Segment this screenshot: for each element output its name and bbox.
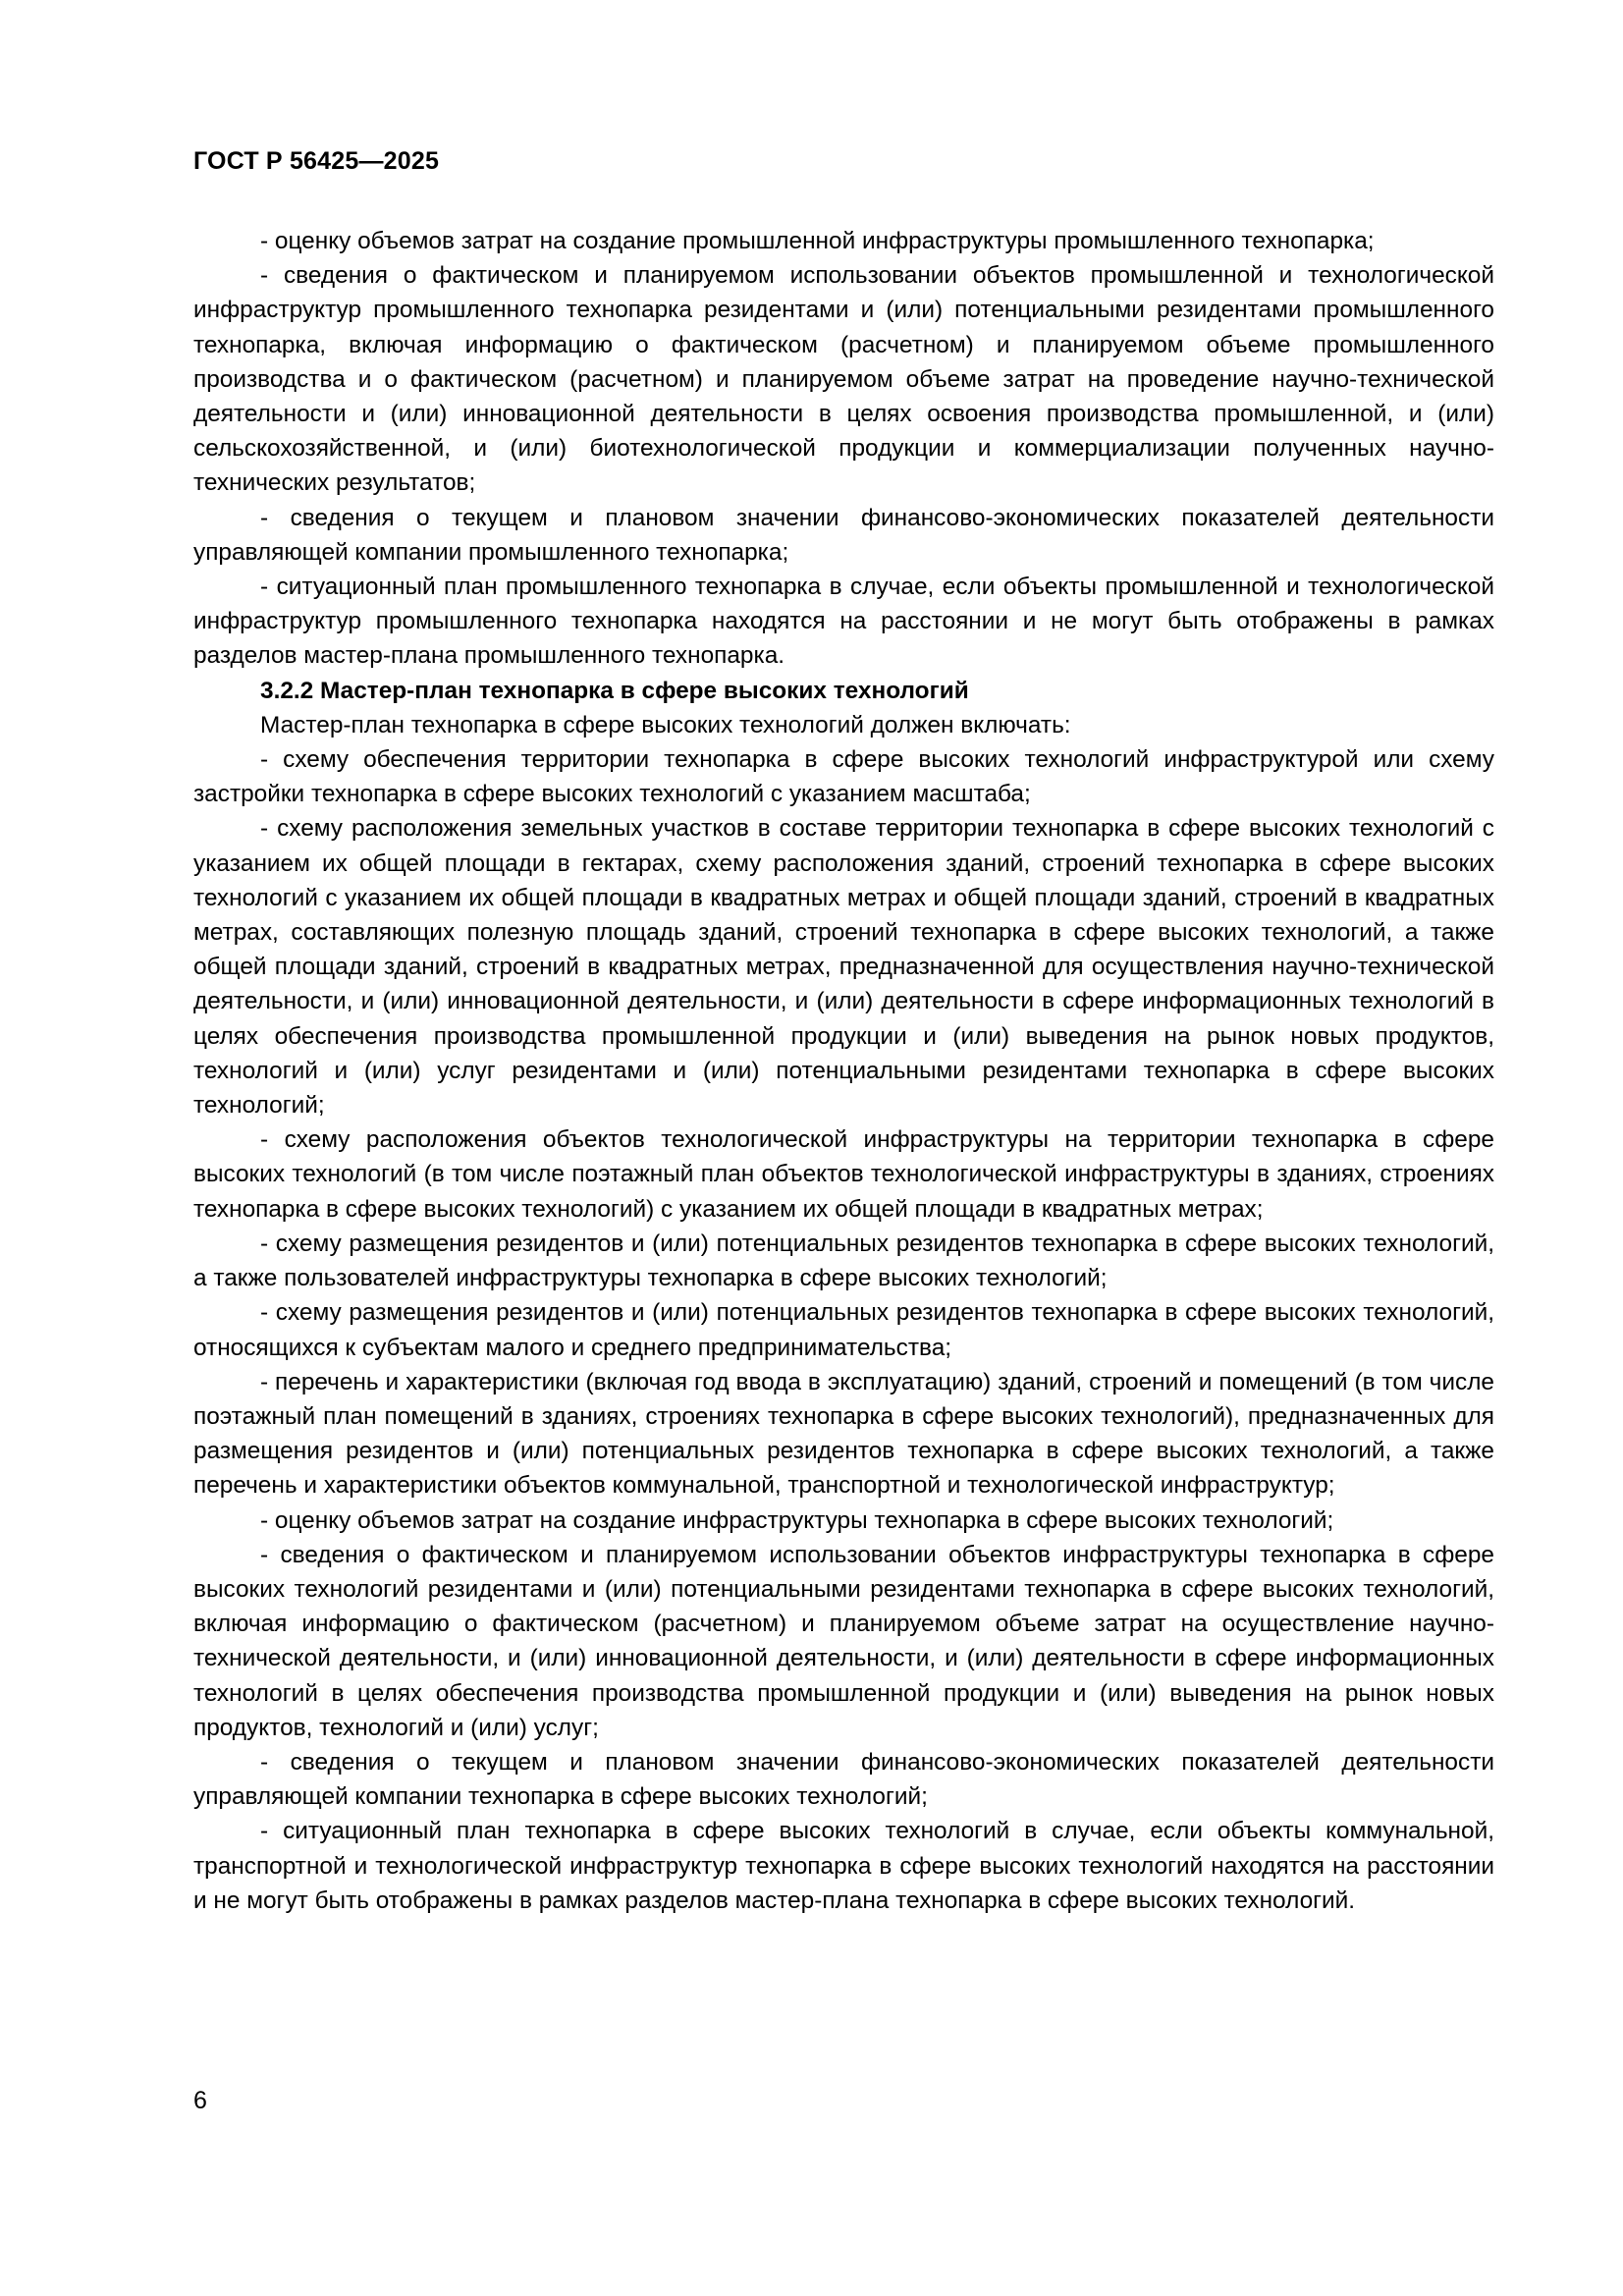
paragraph: - ситуационный план технопарка в сфере высоких технологий в случае, если объекты коммунальной, транспортной и технологической инфраструктур технопарка в сфере высоких технологий находятся на расстоянии и не могут быть отображены в рамках разделов мастер-плана технопарка в сфере высоких технологий. bbox=[193, 1818, 1494, 1914]
page-number: 6 bbox=[193, 2087, 207, 2114]
paragraph: - сведения о текущем и плановом значении финансово-экономических показателей деятельности управляющей компании промышленного технопарка; bbox=[193, 504, 1494, 566]
paragraph: - схему расположения земельных участков в составе территории технопарка в сфере высоких технологий с указанием их общей площади в гектарах, схему расположения зданий, строений технопарка в сфере высоких технологий с указанием их общей площади в квадратных метрах и общей площади зданий, строений в квадратных метрах, составляющих полезную площадь зданий, строений технопарка в сфере высоких технологий, а также общей площади зданий, строений в квадратных метрах, предназначенной для осуществления научно-технической деятельности, и (или) инновационной деятельности, и (или) деятельности в сфере информационных технологий в целях обеспечения производства промышленной продукции и (или) выведения на рынок новых продуктов, технологий и (или) услуг резидентами и (или) потенциальными резидентами технопарка в сфере высоких технологий; bbox=[193, 815, 1494, 1120]
paragraph: - оценку объемов затрат на создание промышленной инфраструктуры промышленного технопарка; bbox=[260, 228, 1375, 254]
paragraph: - сведения о текущем и плановом значении финансово-экономических показателей деятельности управляющей компании технопарка в сфере высоких технологий; bbox=[193, 1748, 1494, 1811]
paragraph: - схему обеспечения территории технопарка в сфере высоких технологий инфраструктурой или схему застройки технопарка в сфере высоких технологий с указанием масштаба; bbox=[193, 746, 1494, 808]
paragraph: - сведения о фактическом и планируемом использовании объектов инфраструктуры технопарка в сфере высоких технологий резидентами и (или) потенциальными резидентами технопарка в сфере высоких технологий, включая информацию о фактическом (расчетном) и планируемом объеме затрат на осуществление научно-технической деятельности, и (или) инновационной деятельности, и (или) деятельности в сфере информационных технологий в целях обеспечения производства промышленной продукции и (или) выведения на рынок новых продуктов, технологий и (или) услуг; bbox=[193, 1541, 1494, 1741]
paragraph: - ситуационный план промышленного технопарка в случае, если объекты промышленной и технологической инфраструктур промышленного технопарка находятся на расстоянии и не могут быть отображены в рамках разделов мастер-плана промышленного технопарка. bbox=[193, 574, 1494, 670]
section-heading: 3.2.2 Мастер-план технопарка в сфере высоких технологий bbox=[260, 677, 969, 704]
document-header-title: ГОСТ Р 56425—2025 bbox=[193, 147, 440, 175]
paragraph: - схему размещения резидентов и (или) потенциальных резидентов технопарка в сфере высоких технологий, относящихся к субъектам малого и среднего предпринимательства; bbox=[193, 1299, 1494, 1361]
paragraph: - оценку объемов затрат на создание инфраструктуры технопарка в сфере высоких технологий; bbox=[260, 1506, 1334, 1534]
paragraph: Мастер-план технопарка в сфере высоких технологий должен включать: bbox=[260, 711, 1071, 738]
document-body bbox=[193, 224, 1494, 1918]
paragraph: - сведения о фактическом и планируемом использовании объектов промышленной и технологической инфраструктур промышленного технопарка резидентами и (или) потенциальными резидентами промышленного технопарка, включая информацию о фактическом (расчетном) и планируемом объеме промышленного производства и о фактическом (расчетном) и планируемом объеме затрат на проведение научно-технической деятельности и (или) инновационной деятельности в целях освоения производства промышленной, и (или) сельскохозяйственной, и (или) биотехнологической продукции и коммерциализации полученных научно-технических результатов; bbox=[193, 262, 1494, 497]
paragraph: - перечень и характеристики (включая год ввода в эксплуатацию) зданий, строений и помещений (в том числе поэтажный план помещений в зданиях, строениях технопарка в сфере высоких технологий), предназначенных для размещения резидентов и (или) потенциальных резидентов технопарка в сфере высоких технологий, а также перечень и характеристики объектов коммунальной, транспортной и технологической инфраструктур; bbox=[193, 1368, 1494, 1500]
paragraph: - схему расположения объектов технологической инфраструктуры на территории технопарка в сфере высоких технологий (в том числе поэтажный план объектов технологической инфраструктуры в зданиях, строениях технопарка в сфере высоких технологий) с указанием их общей площади в квадратных метрах; bbox=[193, 1126, 1494, 1223]
paragraph: - схему размещения резидентов и (или) потенциальных резидентов технопарка в сфере высоких технологий, а также пользователей инфраструктуры технопарка в сфере высоких технологий; bbox=[193, 1230, 1494, 1292]
